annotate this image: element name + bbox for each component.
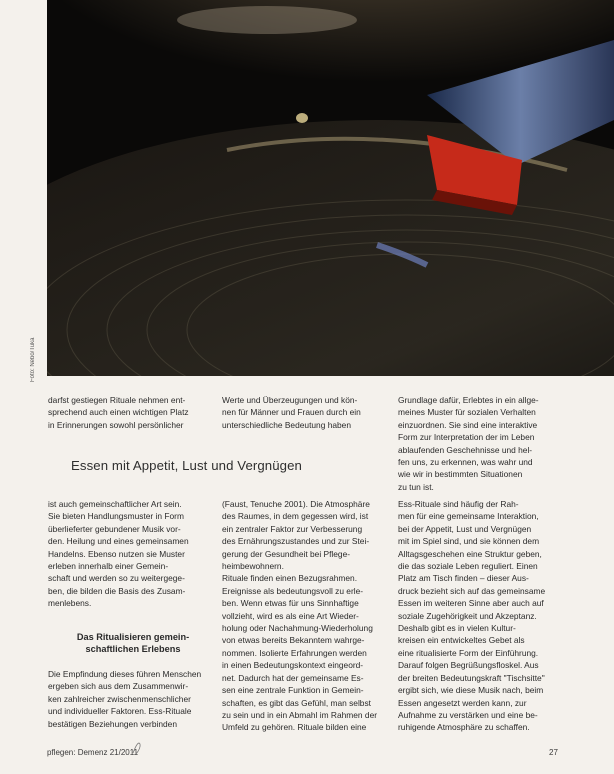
text-line: überlieferter gebundener Musik vor- bbox=[48, 523, 181, 534]
column-1-bottom bbox=[48, 668, 208, 730]
column-2-body bbox=[222, 498, 380, 734]
text-line: ruhigende Atmosphäre zu schaffen. bbox=[398, 722, 530, 733]
text-line: in Erinnerungen sowohl persönlicher bbox=[48, 419, 184, 430]
text-line: einzuordnen. Sie sind eine interaktive bbox=[398, 419, 538, 430]
column-3-top bbox=[398, 394, 564, 493]
text-line: (Faust, Tenuche 2001). Die Atmosphäre bbox=[222, 499, 370, 509]
text-line: zu tun ist. bbox=[398, 481, 434, 492]
column-3-body bbox=[398, 498, 564, 734]
text-line: ken zahlreicher zwischenmenschlicher bbox=[48, 693, 191, 704]
subheading bbox=[63, 632, 203, 655]
column-1-top bbox=[48, 394, 208, 431]
text-line: Essen im weiteren Sinne aber auch auf bbox=[398, 598, 544, 609]
section-heading: Essen mit Appetit, Lust und Vergnügen bbox=[71, 458, 302, 473]
text-line: sen eine zentrale Funktion in Gemein- bbox=[222, 685, 364, 696]
text-line: schaften, es gibt das Gefühl, man selbst bbox=[222, 697, 371, 708]
page-number: 27 bbox=[549, 748, 558, 757]
text-line: unterschiedliche Bedeutung haben bbox=[222, 419, 351, 430]
text-line: der breiten Bedeutungskraft "Tischsitte" bbox=[398, 672, 545, 683]
text-line: Ereignisse als bedeutungsvoll zu erle- bbox=[222, 585, 364, 596]
text-line: Die Empfindung dieses führen Menschen bbox=[48, 669, 202, 679]
text-line: kreisen ein entwickeltes Gebet als bbox=[398, 635, 525, 646]
text-line: menlebens. bbox=[48, 598, 92, 609]
text-line: ergibt sich, wie diese Musik nach, beim bbox=[398, 685, 544, 696]
text-line: Ess-Rituale sind häufig der Rah- bbox=[398, 499, 519, 509]
text-line: ein zentraler Faktor zur Verbesserung bbox=[222, 523, 363, 534]
text-line: Werte und Überzeugungen und kön- bbox=[222, 395, 358, 405]
text-line: ist auch gemeinschaftlicher Art sein. bbox=[48, 499, 182, 509]
text-line: die das soziale Leben reguliert. Einen bbox=[398, 561, 538, 572]
text-line: fen uns, zu erkennen, was wahr und bbox=[398, 457, 533, 468]
text-line: zu sein und in ein Abmahl im Rahmen der bbox=[222, 709, 378, 720]
text-line: nen für Männer und Frauen durch ein bbox=[222, 407, 361, 418]
turntable-image bbox=[47, 0, 614, 376]
text-line: net. Dadurch hat der gemeinsame Es- bbox=[222, 672, 364, 683]
text-line: ben. Wenn etwas für uns Sinnhaftige bbox=[222, 598, 359, 609]
text-line: und individueller Faktoren. Ess-Rituale bbox=[48, 706, 192, 717]
text-line: des Raumes, in dem gegessen wird, ist bbox=[222, 511, 369, 522]
text-line: soziale Zugehörigkeit und Akzeptanz. bbox=[398, 610, 537, 621]
text-line: mit im Spiel sind, und sie können dem bbox=[398, 536, 540, 547]
text-line: wie wir in bestimmten Situationen bbox=[398, 469, 523, 480]
text-line: Grundlage dafür, Erlebtes in ein allge- bbox=[398, 395, 539, 405]
pen-mark-icon bbox=[130, 738, 146, 756]
text-line: Platz am Tisch finden – dieser Aus- bbox=[398, 573, 529, 584]
journal-footer: pflegen: Demenz 21/2011 bbox=[47, 748, 139, 757]
text-line: darfst gestiegen Rituale nehmen ent- bbox=[48, 395, 186, 405]
column-2-top bbox=[222, 394, 380, 431]
text-line: Alltagsgeschehen eine Struktur geben, bbox=[398, 548, 542, 559]
text-line: ablaufenden Geschehnisse und hel- bbox=[398, 444, 533, 455]
text-line: ergeben sich aus dem Zusammenwir- bbox=[48, 681, 189, 692]
text-line: Aufnahme zu verstärken und eine be- bbox=[398, 709, 538, 720]
text-line: heimbewohnern. bbox=[222, 561, 284, 572]
text-line: Umfeld zu gehören. Rituale bilden eine bbox=[222, 722, 367, 733]
text-line: holung oder Nachahmung-Wiederholung bbox=[222, 623, 373, 634]
text-line: erleben innerhalb einer Gemein- bbox=[48, 561, 169, 572]
text-line: Essen angesetzt werden kann, zur bbox=[398, 697, 527, 708]
text-line: druck bezieht sich auf das gemeinsame bbox=[398, 585, 546, 596]
photo-credit: Foto: Nebo/Tuka bbox=[30, 337, 36, 382]
text-line: sprechend auch einen wichtigen Platz bbox=[48, 407, 189, 418]
text-line: men für eine gemeinsame Interaktion, bbox=[398, 511, 539, 522]
text-line: bei der Appetit, Lust und Vergnügen bbox=[398, 523, 532, 534]
text-line: Handelns. Ebenso nutzen sie Muster bbox=[48, 548, 185, 559]
text-line: bestätigen Beziehungen verbinden bbox=[48, 718, 177, 729]
record-player-photo bbox=[47, 0, 614, 376]
text-line: in einen Bedeutungskontext eingeord- bbox=[222, 660, 364, 671]
text-line: gerung der Gesundheit bei Pflege- bbox=[222, 548, 351, 559]
text-line: von etwas bereits Bekanntem wahrge- bbox=[222, 635, 365, 646]
text-line: Form zur Interpretation der im Leben bbox=[398, 432, 535, 443]
subheading-text: Das Ritualisieren gemein- schaftlichen Erlebens bbox=[76, 632, 190, 654]
text-line: Deshalb gibt es in vielen Kultur- bbox=[398, 623, 516, 634]
text-line: Sie bieten Handlungsmuster in Form bbox=[48, 511, 184, 522]
text-line: den. Heilung und eines gemeinsamen bbox=[48, 536, 189, 547]
column-1-body bbox=[48, 498, 208, 610]
text-line: vollzieht, wird es als eine Art Wieder- bbox=[222, 610, 359, 621]
text-line: meines Muster für sozialen Verhalten bbox=[398, 407, 536, 418]
text-line: nommen. Isolierte Erfahrungen werden bbox=[222, 647, 367, 658]
text-line: schaft und werden so zu weitergege- bbox=[48, 573, 185, 584]
text-line: ben, die bilden die Basis des Zusam- bbox=[48, 585, 186, 596]
text-line: des Ernährungszustandes und zur Stei- bbox=[222, 536, 370, 547]
text-line: Darauf folgen Begrüßungsfloskel. Aus bbox=[398, 660, 539, 671]
text-line: Rituale finden einen Bezugsrahmen. bbox=[222, 573, 358, 584]
text-line: eine ritualisierte Form der Einführung. bbox=[398, 647, 539, 658]
